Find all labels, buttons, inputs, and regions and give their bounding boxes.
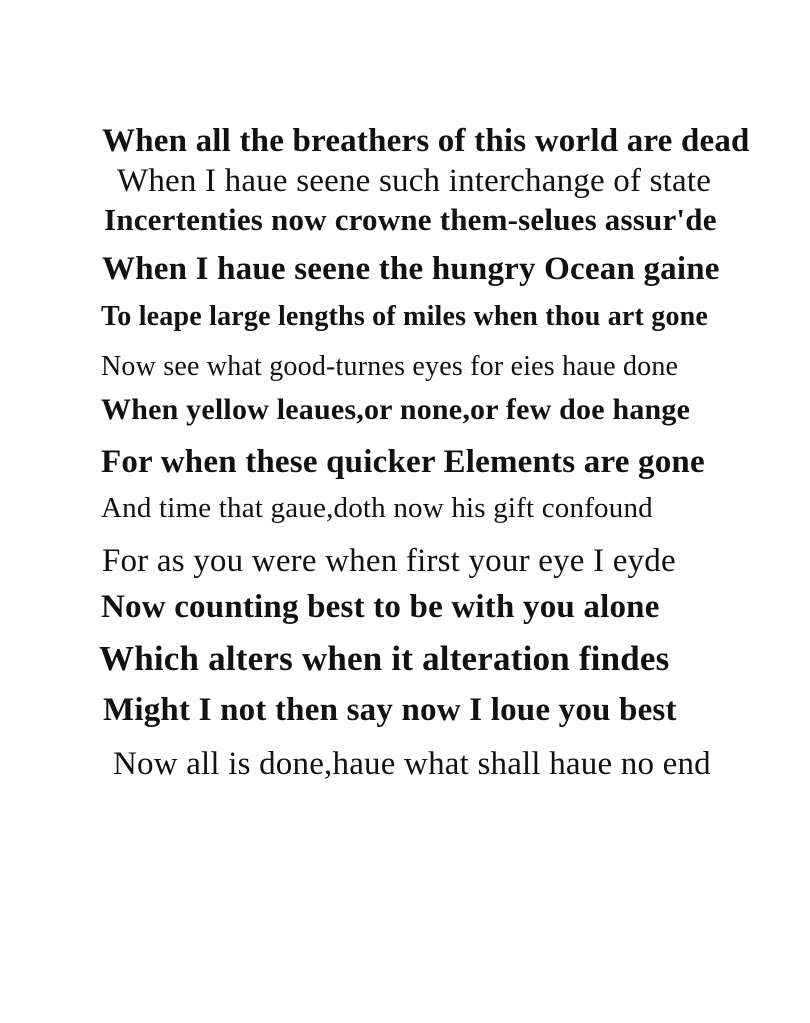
poem-line: Now all is done,haue what shall haue no end — [113, 746, 711, 782]
poem-line: Now counting best to be with you alone — [101, 589, 660, 625]
poem-line: Now see what good-turnes eyes for eies haue done — [101, 351, 679, 382]
poem-line: For as you were when first your eye I eyde — [102, 543, 676, 579]
poem-line: For when these quicker Elements are gone — [101, 444, 705, 480]
poem-line: When all the breathers of this world are dead — [102, 123, 750, 159]
poem-line: And time that gaue,doth now his gift confound — [101, 492, 653, 524]
poem-line: Which alters when it alteration findes — [99, 639, 670, 678]
poem-line: When I haue seene the hungry Ocean gaine — [102, 251, 720, 287]
poem-line: Incertenties now crowne them-selues assur'de — [104, 202, 717, 237]
poem-line: When I haue seene such interchange of state — [117, 163, 712, 199]
poem-line: Might I not then say now I loue you best — [103, 692, 677, 728]
poem-line: To leape large lengths of miles when thou art gone — [101, 301, 709, 332]
poem-line: When yellow leaues,or none,or few doe hange — [101, 393, 691, 426]
